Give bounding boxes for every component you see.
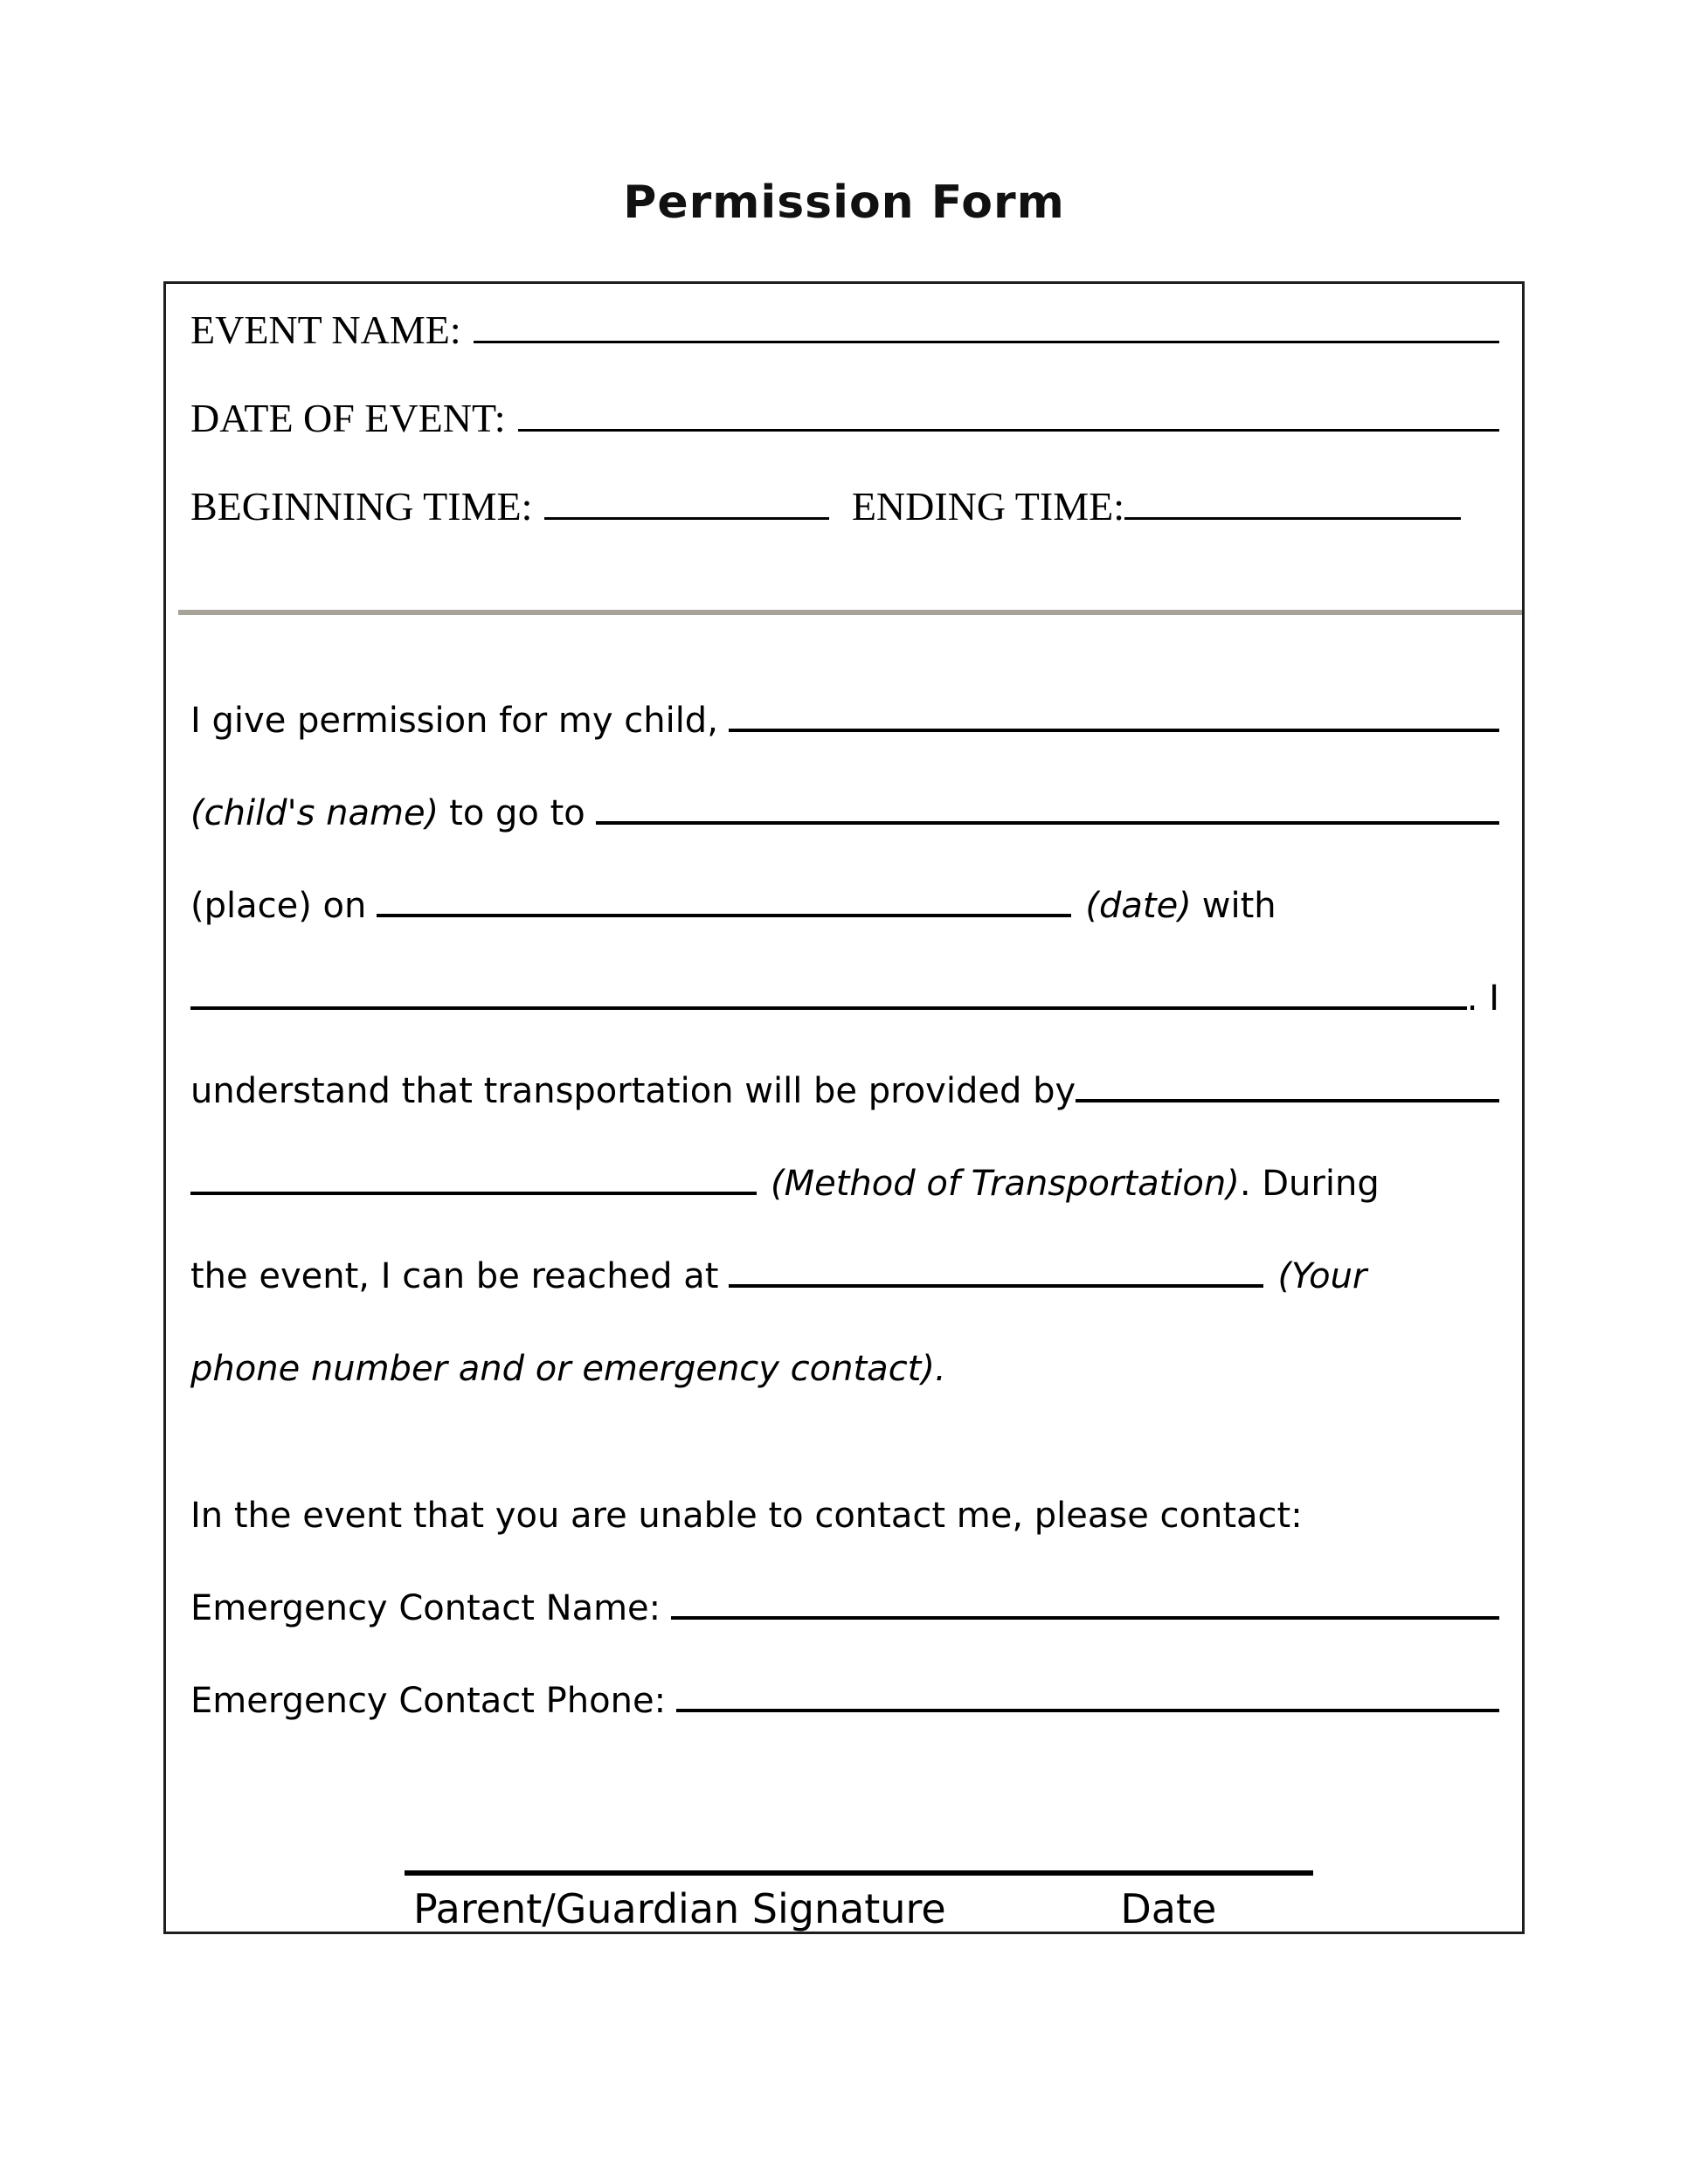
line6-end-text: . During xyxy=(1239,1164,1380,1204)
permission-paragraph xyxy=(190,674,1499,1415)
reached-at-blank-line xyxy=(729,1284,1263,1288)
emergency-contact-phone-label: Emergency Contact Phone: xyxy=(190,1681,667,1721)
line5-text: understand that transportation will be provided by xyxy=(190,1071,1076,1111)
emergency-intro-text: In the event that you are unable to contact me, please contact: xyxy=(190,1496,1303,1536)
event-name-row xyxy=(190,307,1499,395)
emergency-contact-section xyxy=(190,1469,1499,1747)
place-blank-line xyxy=(596,821,1499,825)
date-of-event-label: DATE OF EVENT: xyxy=(190,396,506,440)
page-title: Permission Form xyxy=(623,176,1065,229)
section-divider xyxy=(178,610,1522,615)
event-header-section xyxy=(190,284,1499,571)
form-border-box xyxy=(163,281,1525,1934)
emergency-intro-line xyxy=(190,1469,1499,1562)
line3-end-text: with xyxy=(1201,886,1276,926)
chaperone-blank-line xyxy=(190,1006,1467,1010)
beginning-time-label: BEGINNING TIME: xyxy=(190,484,533,529)
paragraph-line xyxy=(190,767,1499,860)
paragraph-line xyxy=(190,674,1499,767)
paragraph-line xyxy=(190,1323,1499,1415)
signature-caption-row xyxy=(413,1883,1499,1934)
ending-time-blank-line xyxy=(1124,516,1461,520)
ending-time-label: ENDING TIME: xyxy=(851,484,1124,529)
event-name-blank-line xyxy=(474,340,1499,343)
childs-name-hint: (child's name) xyxy=(190,793,439,833)
emergency-contact-name-blank-line xyxy=(671,1616,1499,1620)
transportation-blank-line xyxy=(1076,1099,1499,1102)
emergency-name-row xyxy=(190,1562,1499,1655)
line2-text: to go to xyxy=(449,793,585,833)
parent-guardian-signature-label: Parent/Guardian Signature xyxy=(413,1885,946,1932)
your-phone-hint-end: phone number and or emergency contact). xyxy=(190,1349,946,1389)
date-of-event-row xyxy=(190,395,1499,483)
method-of-transportation-hint: (Method of Transportation) xyxy=(771,1164,1240,1204)
emergency-contact-phone-blank-line xyxy=(676,1709,1499,1712)
emergency-contact-name-label: Emergency Contact Name: xyxy=(190,1588,661,1628)
paragraph-line xyxy=(190,1230,1499,1323)
beginning-time-blank-line xyxy=(544,516,828,520)
date-of-event-blank-line xyxy=(518,428,1499,432)
times-row xyxy=(190,483,1499,571)
paragraph-line xyxy=(190,1137,1499,1230)
child-name-blank-line xyxy=(729,729,1499,732)
emergency-phone-row xyxy=(190,1655,1499,1747)
date-label: Date xyxy=(1120,1885,1217,1932)
paragraph-line xyxy=(190,952,1499,1045)
transportation-blank-line-2 xyxy=(190,1192,757,1195)
signature-rule-line xyxy=(405,1870,1313,1876)
line7-text: the event, I can be reached at xyxy=(190,1256,719,1296)
paragraph-line xyxy=(190,1045,1499,1137)
your-phone-hint-start: (Your xyxy=(1277,1256,1367,1296)
date-hint: (date) xyxy=(1085,886,1192,926)
line4-end-text: . I xyxy=(1466,978,1499,1019)
line1-text: I give permission for my child, xyxy=(190,701,718,741)
paragraph-line xyxy=(190,860,1499,952)
date-blank-line xyxy=(377,914,1071,917)
event-name-label: EVENT NAME: xyxy=(190,308,461,352)
line3-text: (place) on xyxy=(190,886,367,926)
